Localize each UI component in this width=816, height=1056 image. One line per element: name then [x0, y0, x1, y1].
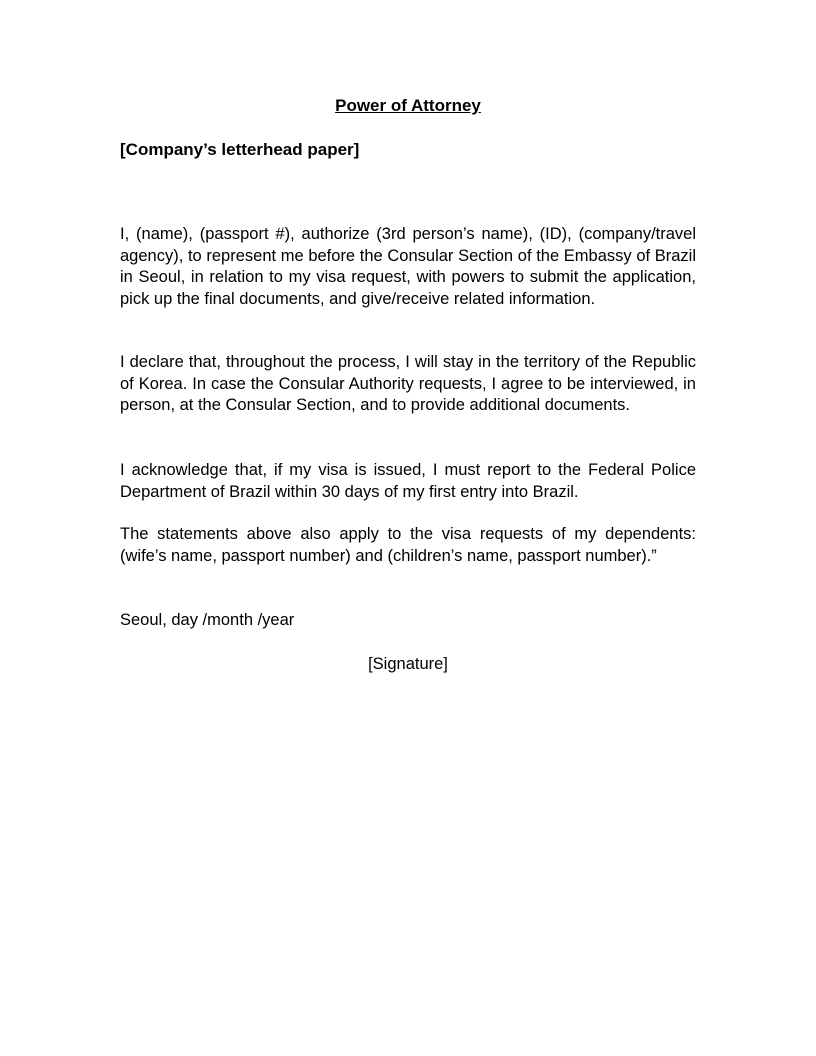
- place-date-line: Seoul, day /month /year: [120, 611, 295, 629]
- declaration-paragraph: I declare that, throughout the process, I will stay in the territory of the Republic of Korea. In case the Consular Authority requests, I agree to be interviewed, in person, at the Consular Section, and to provide additional documents.: [120, 353, 696, 415]
- dependents-paragraph: The statements above also apply to the visa requests of my dependents: (wife’s name, passport number) and (children’s name, passport number).”: [120, 525, 696, 565]
- authorization-paragraph: I, (name), (passport #), authorize (3rd person’s name), (ID), (company/travel agency), to represent me before the Consular Section of the Embassy of Brazil in Seoul, in relation to my visa request, with powers to submit the application, pick up the final documents, and give/receive related information.: [120, 225, 696, 308]
- document-title: Power of Attorney: [335, 96, 481, 115]
- signature-placeholder: [Signature]: [368, 655, 448, 673]
- letterhead-placeholder: [Company’s letterhead paper]: [120, 140, 360, 159]
- acknowledgement-paragraph: I acknowledge that, if my visa is issued, I must report to the Federal Police Department of Brazil within 30 days of my first entry into Brazil.: [120, 461, 696, 501]
